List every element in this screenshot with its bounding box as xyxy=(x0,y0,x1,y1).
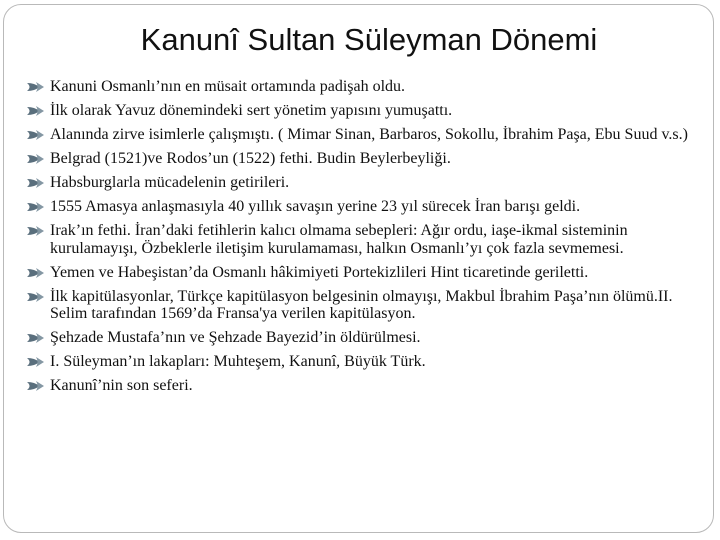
arrow-bullet-icon xyxy=(26,79,46,95)
bullet-item xyxy=(26,126,706,144)
slide-title: Kanunî Sultan Süleyman Dönemi xyxy=(140,22,598,57)
arrow-bullet-icon xyxy=(26,289,46,305)
bullet-text: Belgrad (1521)ve Rodos’un (1522) fethi. Budin Beylerbeyliği. xyxy=(50,150,451,167)
arrow-bullet-icon xyxy=(26,199,46,215)
bullet-text: Yemen ve Habeşistan’da Osmanlı hâkimiyeti Portekizlileri Hint ticaretinde geriletti. xyxy=(50,263,589,281)
arrow-bullet-icon xyxy=(26,175,46,191)
bullet-text: Şehzade Mustafa’nın ve Şehzade Bayezid’in öldürülmesi. xyxy=(50,329,421,346)
bullet-list xyxy=(26,78,706,401)
arrow-bullet-icon xyxy=(26,151,46,167)
arrow-bullet-icon xyxy=(26,103,46,119)
bullet-item xyxy=(26,329,706,347)
bullet-text: Irak’ın fethi. İran’daki fetihlerin kalıcı olmama sebepleri: Ağır ordu, iaşe-ikmal sisteminin kurulamayışı, Özbeklerle iletişim kurulamaması, halkın Osmanlı’yı çok fazla sevmemesi. xyxy=(50,222,628,257)
bullet-item xyxy=(26,353,706,371)
bullet-item xyxy=(26,264,706,282)
bullet-item xyxy=(26,150,706,168)
bullet-item xyxy=(26,102,706,120)
bullet-item xyxy=(26,198,706,216)
bullet-text: I. Süleyman’ın lakapları: Muhteşem, Kanunî, Büyük Türk. xyxy=(50,353,426,370)
arrow-bullet-icon xyxy=(26,378,46,394)
bullet-text: İlk olarak Yavuz dönemindeki sert yönetim yapısını yumuşattı. xyxy=(50,102,453,119)
bullet-item xyxy=(26,377,706,395)
arrow-bullet-icon xyxy=(26,127,46,143)
bullet-item xyxy=(26,288,706,323)
arrow-bullet-icon xyxy=(26,354,46,370)
arrow-bullet-icon xyxy=(26,330,46,346)
bullet-text: Habsburglarla mücadelenin getirileri. xyxy=(50,174,290,191)
bullet-item xyxy=(26,222,706,257)
bullet-text: Kanunî’nin son seferi. xyxy=(50,377,193,394)
bullet-text: 1555 Amasya anlaşmasıyla 40 yıllık savaşın yerine 23 yıl sürecek İran barışı geldi. xyxy=(50,198,581,215)
arrow-bullet-icon xyxy=(26,265,46,281)
arrow-bullet-icon xyxy=(26,223,46,239)
bullet-item xyxy=(26,174,706,192)
bullet-item xyxy=(26,78,706,96)
bullet-text: İlk kapitülasyonlar, Türkçe kapitülasyon belgesinin olmayışı, Makbul İbrahim Paşa’nın ölümü.II. Selim tarafından 1569’da Fransa'ya verilen kapitülasyon. xyxy=(50,287,673,322)
bullet-text: Kanuni Osmanlı’nın en müsait ortamında padişah oldu. xyxy=(50,78,406,95)
bullet-text: Alanında zirve isimlerle çalışmıştı. ( Mimar Sinan, Barbaros, Sokollu, İbrahim Paşa, Ebu Suud v.s.) xyxy=(50,126,688,143)
